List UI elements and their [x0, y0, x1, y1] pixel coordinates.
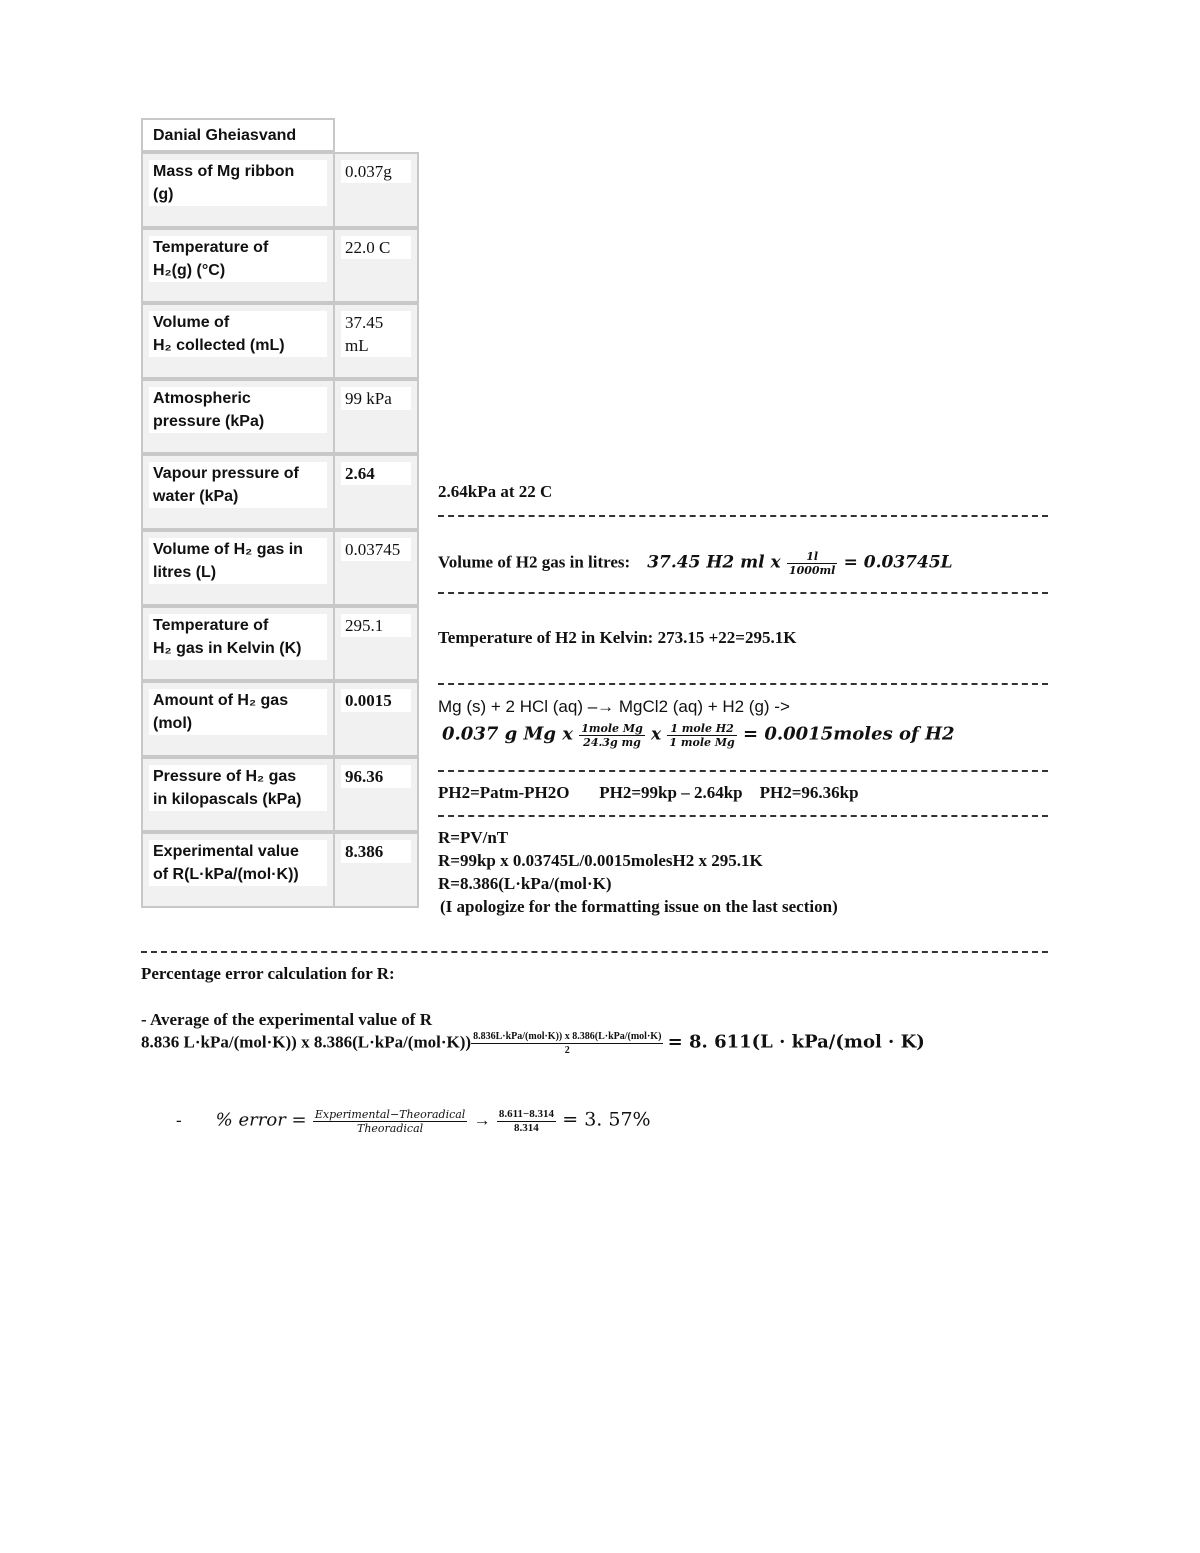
table-value-cell: [333, 832, 419, 908]
volume-expr-left: 37.45 H2 ml x: [647, 552, 781, 573]
r-line-3: R=8.386(L·kPa/(mol·K): [438, 874, 612, 893]
error-frac2-den: 8.314: [514, 1122, 539, 1134]
table-row-label: [149, 538, 327, 584]
error-fraction-1: [313, 1108, 467, 1135]
average-fraction: [471, 1030, 663, 1057]
table-value-cell: [333, 379, 419, 454]
error-calc: [176, 1108, 651, 1135]
error-frac1-num: Experimental−Theoradical: [314, 1108, 466, 1121]
table-row-label-line: in kilopascals (kPa): [153, 791, 302, 808]
table-label-cell: [141, 681, 335, 757]
error-frac2-num: 8.611−8.314: [498, 1108, 554, 1120]
table-label-cell: [141, 530, 335, 606]
moles-fraction-1: [579, 722, 645, 749]
vapour-note: 2.64kPa at 22 C: [438, 482, 553, 501]
table-row-value-line: 96.36: [345, 767, 384, 786]
table-label-cell: [141, 454, 335, 530]
error-bullet: -: [176, 1110, 182, 1130]
table-row-label-line: Mass of Mg ribbon: [153, 163, 295, 180]
table-row-label-line: H₂(g) (°C): [153, 262, 226, 279]
table-label-cell: [141, 832, 335, 908]
table-row-label: [149, 236, 327, 282]
table-row-label: [149, 462, 327, 508]
r-line-1: R=PV/nT: [438, 828, 509, 847]
moles-frac2-den: 1 mole Mg: [669, 736, 735, 749]
volume-label: Volume of H2 gas in litres:: [438, 552, 631, 572]
table-label-cell: [141, 606, 335, 681]
temp-kelvin-note: Temperature of H2 in Kelvin: 273.15 +22=295.1K: [438, 628, 797, 647]
divider: [438, 592, 1048, 594]
reaction-equation: Mg (s) + 2 HCl (aq) –→ MgCl2 (aq) + H2 (g) ->: [438, 697, 790, 716]
table-row-label-line: Experimental value: [153, 843, 299, 860]
table-row-label-line: Amount of H₂ gas: [153, 692, 289, 709]
table-row-value-line: 99 kPa: [345, 389, 392, 408]
volume-calc: [438, 550, 953, 577]
table-row-value: [341, 160, 411, 183]
table-value-cell: [333, 228, 419, 303]
volume-expr-right: = 0.03745L: [843, 552, 953, 573]
table-row-value-line: 8.386: [345, 842, 384, 861]
moles-frac1-den: 24.3g mg: [583, 736, 641, 749]
average-frac-den: 2: [564, 1045, 570, 1056]
table-row-value-line: 0.03745: [345, 540, 401, 559]
table-row-label-line: Volume of H₂ gas in: [153, 541, 303, 558]
divider: [141, 951, 1048, 953]
pressure-line: PH2=Patm-PH2O PH2=99kp – 2.64kp PH2=96.36kp: [438, 783, 859, 802]
volume-frac-den: 1000ml: [788, 564, 836, 577]
moles-left: 0.037 g Mg x: [442, 723, 573, 745]
table-row-value-line: 22.0 C: [345, 238, 391, 257]
table-row-label-line: (mol): [153, 715, 193, 732]
table-value-cell: [333, 757, 419, 832]
divider: [438, 515, 1048, 517]
table-row-value-line: mL: [345, 336, 369, 355]
error-label: % error =: [215, 1109, 307, 1131]
error-frac1-den: Theoradical: [357, 1122, 424, 1135]
table-row-label-line: Pressure of H₂ gas: [153, 768, 297, 785]
table-row-label: [149, 840, 327, 886]
table-row-label-line: water (kPa): [153, 488, 239, 505]
divider: [438, 770, 1048, 772]
table-row-value: [341, 614, 411, 637]
r-line-4: (I apologize for the formatting issue on the last section): [440, 897, 838, 916]
table-row-value: [341, 311, 411, 357]
table-header-cell: [141, 118, 335, 152]
moles-calc: [442, 722, 955, 749]
divider: [438, 683, 1048, 685]
error-result: = 3. 57%: [562, 1108, 651, 1131]
table-row-value: [341, 387, 411, 410]
table-row-label: [149, 614, 327, 660]
moles-fraction-2: [667, 722, 736, 749]
table-row-label-line: litres (L): [153, 564, 217, 581]
table-row-value: [341, 765, 411, 788]
average-frac-num: 8.836L·kPa/(mol·K)) x 8.386(L·kPa/(mol·K): [473, 1031, 662, 1042]
moles-frac2-num: 1 mole H2: [667, 722, 736, 736]
table-label-cell: [141, 303, 335, 379]
table-value-cell: [333, 303, 419, 379]
moles-times: x: [651, 724, 662, 745]
table-label-cell: [141, 152, 335, 228]
table-row-value: [341, 689, 411, 712]
table-row-label-line: pressure (kPa): [153, 413, 265, 430]
table-row-label: [149, 689, 327, 735]
volume-frac-num: 1l: [787, 550, 837, 564]
percent-heading: Percentage error calculation for R:: [141, 964, 395, 983]
table-row-label-line: Temperature of: [153, 239, 269, 256]
table-row-label-line: Temperature of: [153, 617, 269, 634]
table-row-label-line: H₂ collected (mL): [153, 337, 285, 354]
table-value-cell: [333, 152, 419, 228]
table-value-cell: [333, 681, 419, 757]
table-row-label-line: H₂ gas in Kelvin (K): [153, 640, 302, 657]
table-row-label: [149, 387, 327, 433]
table-value-cell: [333, 606, 419, 681]
table-value-cell: [333, 454, 419, 530]
table-row-value-line: 2.64: [345, 464, 375, 483]
table-label-cell: [141, 228, 335, 303]
table-row-value: [341, 236, 411, 259]
table-row-value-line: 295.1: [345, 616, 384, 635]
table-row-label: [149, 311, 327, 357]
table-row-value-line: 0.037g: [345, 162, 392, 181]
table-row-value: [341, 538, 411, 561]
r-line-2: R=99kp x 0.03745L/0.0015molesH2 x 295.1K: [438, 851, 763, 870]
average-label: - Average of the experimental value of R: [141, 1010, 432, 1029]
table-row-label: [149, 160, 327, 206]
error-arrow: →: [473, 1110, 491, 1130]
table-row-label-line: (g): [153, 186, 174, 203]
table-row-value: [341, 462, 411, 485]
average-right: = 8. 611(L · kPa/(mol · K): [667, 1031, 925, 1053]
table-value-cell: [333, 530, 419, 606]
moles-right: = 0.0015moles of H2: [743, 723, 955, 745]
divider: [438, 815, 1048, 817]
average-calc: [141, 1030, 925, 1057]
table-row-value-line: 37.45: [345, 313, 384, 332]
table-header: Danial Gheiasvand: [149, 124, 327, 147]
error-fraction-2: [497, 1108, 556, 1135]
volume-fraction: [787, 550, 837, 577]
table-row-label-line: of R(L·kPa/(mol·K)): [153, 866, 299, 883]
table-row-value: [341, 840, 411, 863]
table-row-label-line: Atmospheric: [153, 390, 251, 407]
table-label-cell: [141, 757, 335, 832]
table-label-cell: [141, 379, 335, 454]
table-row-value-line: 0.0015: [345, 691, 392, 710]
average-left: 8.836 L·kPa/(mol·K)) x 8.386(L·kPa/(mol·K)): [141, 1032, 472, 1052]
table-row-label: [149, 765, 327, 811]
table-row-label-line: Vapour pressure of: [153, 465, 299, 482]
table-row-label-line: Volume of: [153, 314, 230, 331]
moles-frac1-num: 1mole Mg: [581, 722, 643, 735]
